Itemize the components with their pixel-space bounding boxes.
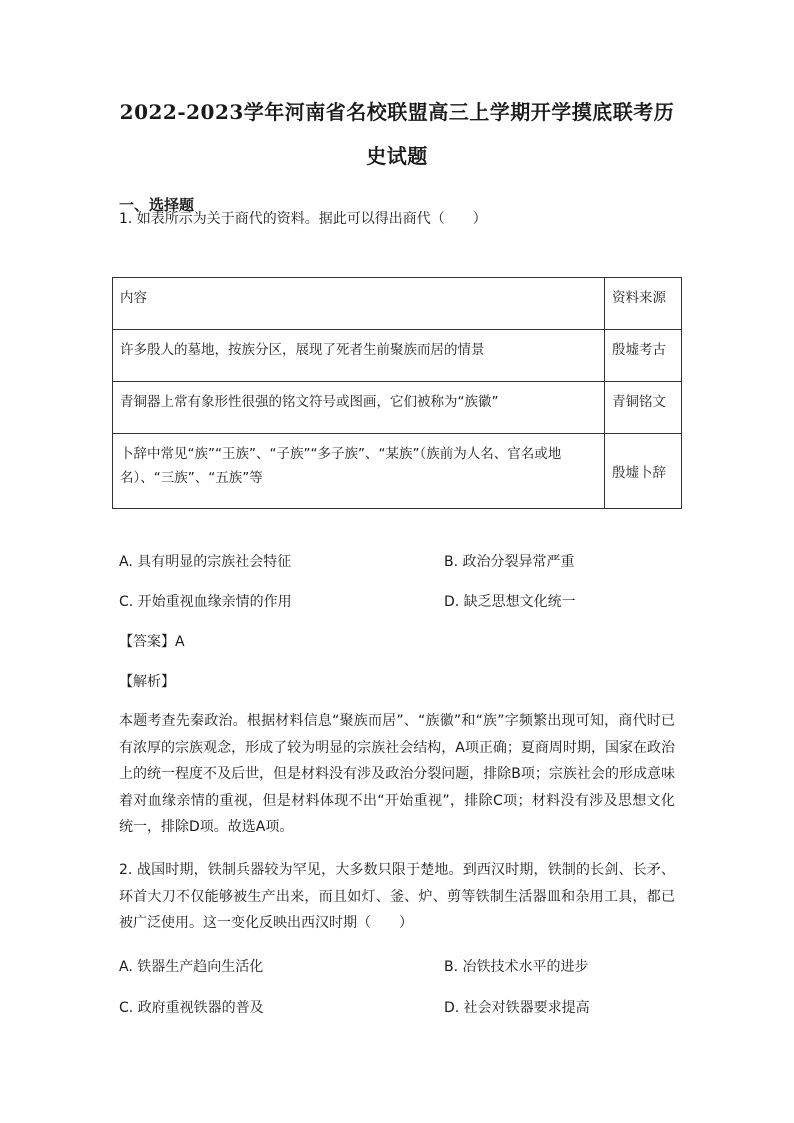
- q1-analysis-text: 本题考查先秦政治。根据材料信息“聚族而居”、“族徽”和“族”字频繁出现可知，商代时已有浓厚的宗族观念，形成了较为明显的宗族社会结构，A项正确；夏商周时期，国家在政治上的统一程度不及后世，但是材料没有涉及政治分裂问题，排除B项；宗族社会的形成意味着对血缘亲情的重视，但是材料体现不出“开始重视”，排除C项；材料没有涉及思想文化统一，排除D项。故选A项。: [119, 713, 675, 835]
- q1-option-d[interactable]: D. 缺乏思想文化统一: [444, 594, 576, 610]
- table-cell: 青铜器上常有象形性很强的铭文符号或图画，它们被称为“族徽”: [113, 382, 605, 434]
- document-title-line2: 史试题: [366, 144, 428, 168]
- table-row: [113, 434, 682, 509]
- question-2-stem: 2. 战国时期，铁制兵器较为罕见，大多数只限于楚地。到西汉时期，铁制的长剑、长矛、环首大刀不仅能够被生产出来，而且如灯、釜、炉、剪等铁制生活器皿和杂用工具，都已被广泛使用。这一变化反映出西汉时期（ ）: [119, 862, 675, 931]
- table-row: [113, 278, 682, 330]
- table-cell: 青铜铭文: [605, 382, 682, 434]
- table-row: [113, 382, 682, 434]
- q1-analysis-label: 【解析】: [119, 674, 175, 690]
- q1-option-b[interactable]: B. 政治分裂异常严重: [444, 554, 575, 570]
- q2-option-a[interactable]: A. 铁器生产趋向生活化: [119, 959, 264, 975]
- q1-answer: 【答案】A: [119, 634, 185, 650]
- table-row: [113, 330, 682, 382]
- q1-option-c[interactable]: C. 开始重视血缘亲情的作用: [119, 594, 292, 610]
- document-title-line1: 2022-2023学年河南省名校联盟高三上学期开学摸底联考历: [119, 100, 675, 124]
- q2-option-d[interactable]: D. 社会对铁器要求提高: [444, 1000, 590, 1016]
- table-cell: 卜辞中常见“族”“王族”、“子族”“多子族”、“某族”（族前为人名、官名或地名）、“三族”、“五族”等: [113, 434, 605, 509]
- table-cell: 殷墟考古: [605, 330, 682, 382]
- table-header-content: 内容: [113, 278, 605, 330]
- q1-option-a[interactable]: A. 具有明显的宗族社会特征: [119, 554, 292, 570]
- question-1-stem: 1. 如表所示为关于商代的资料。据此可以得出商代（ ）: [119, 211, 487, 227]
- section-heading: 一、选择题: [119, 196, 195, 214]
- q2-option-c[interactable]: C. 政府重视铁器的普及: [119, 1000, 264, 1016]
- table-cell: 殷墟卜辞: [605, 434, 682, 509]
- table-cell: 许多殷人的墓地，按族分区，展现了死者生前聚族而居的情景: [113, 330, 605, 382]
- q2-option-b[interactable]: B. 冶铁技术水平的进步: [444, 959, 589, 975]
- source-table: [112, 277, 682, 509]
- table-header-source: 资料来源: [605, 278, 682, 330]
